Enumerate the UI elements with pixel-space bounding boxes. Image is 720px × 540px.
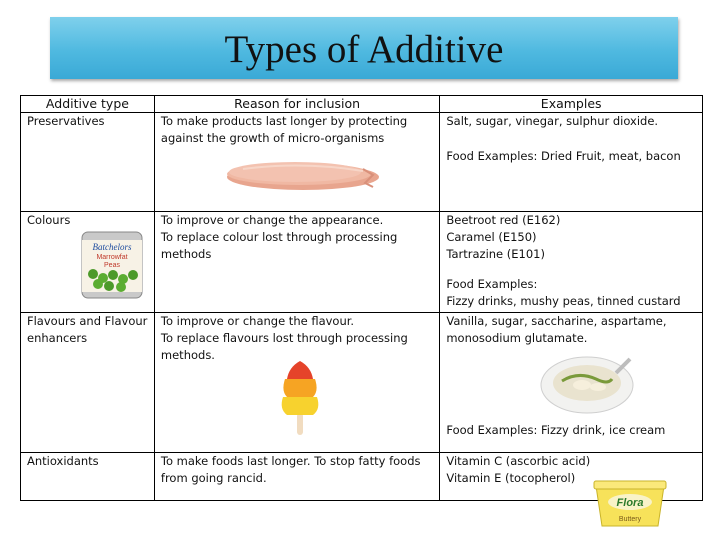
reason-line: To make foods last longer. To stop fatty foods — [160, 454, 421, 468]
bacon-slices-icon — [223, 157, 383, 193]
type-antioxidants: Antioxidants — [27, 454, 99, 468]
title-banner — [50, 17, 678, 79]
type-flavours-line2: enhancers — [27, 331, 88, 345]
canned-peas-icon — [79, 228, 145, 302]
reason-line: To replace flavours lost through processing — [160, 331, 408, 345]
can-brand: Batchelors — [92, 242, 132, 252]
examples-line: Vitamin C (ascorbic acid) — [446, 454, 591, 468]
type-cell — [21, 313, 155, 453]
type-cell — [21, 113, 155, 212]
food-examples: Food Examples: Dried Fruit, meat, bacon — [446, 149, 681, 163]
reason-line: To make products last longer by protecting — [160, 114, 408, 128]
examples-line: monosodium glutamate. — [446, 331, 588, 345]
examples-cell — [440, 313, 703, 453]
margarine-tub-icon — [592, 478, 668, 528]
additives-table — [20, 95, 703, 501]
reason-line: methods. — [160, 348, 215, 362]
can-label-1: Marrowfat — [96, 254, 128, 261]
examples-line: Tartrazine (E101) — [446, 247, 545, 261]
header-additive-type: Additive type — [21, 96, 155, 113]
examples-line: Vitamin E (tocopherol) — [446, 471, 576, 485]
type-colours: Colours — [27, 213, 71, 227]
reason-line: against the growth of micro-organisms — [160, 131, 385, 145]
type-cell — [21, 453, 155, 501]
type-flavours: Flavours and Flavour — [27, 314, 148, 328]
table-row — [21, 113, 703, 212]
type-cell — [21, 212, 155, 313]
examples-cell — [440, 113, 703, 212]
reason-cell — [154, 453, 439, 501]
examples-cell — [440, 212, 703, 313]
examples-line: Beetroot red (E162) — [446, 213, 561, 227]
food-examples: Food Examples: Fizzy drink, ice cream — [446, 423, 666, 437]
can-label-2: Peas — [104, 262, 120, 269]
reason-line: methods — [160, 247, 212, 261]
table-row — [21, 313, 703, 453]
reason-cell — [154, 113, 439, 212]
header-examples: Examples — [440, 96, 703, 113]
table-row — [21, 212, 703, 313]
table-header-row — [21, 96, 703, 113]
reason-line: To replace colour lost through processing — [160, 230, 398, 244]
reason-line: To improve or change the flavour. — [160, 314, 355, 328]
type-preservatives: Preservatives — [27, 114, 105, 128]
examples-line: Salt, sugar, vinegar, sulphur dioxide. — [446, 114, 659, 128]
reason-cell — [154, 212, 439, 313]
food-examples-heading: Food Examples: — [446, 277, 538, 291]
examples-line: Vanilla, sugar, saccharine, aspartame, — [446, 314, 667, 328]
tub-sublabel: Buttery — [618, 516, 642, 523]
tub-brand: Flora — [616, 497, 644, 509]
page-title: Types of Additive — [224, 28, 504, 71]
header-reason: Reason for inclusion — [154, 96, 439, 113]
soup-bowl-icon — [538, 351, 636, 417]
examples-line: Caramel (E150) — [446, 230, 537, 244]
reason-line: from going rancid. — [160, 471, 267, 485]
reason-line: To improve or change the appearance. — [160, 213, 384, 227]
reason-cell — [154, 313, 439, 453]
food-examples: Fizzy drinks, mushy peas, tinned custard — [446, 294, 681, 308]
ice-lolly-icon — [277, 357, 323, 437]
